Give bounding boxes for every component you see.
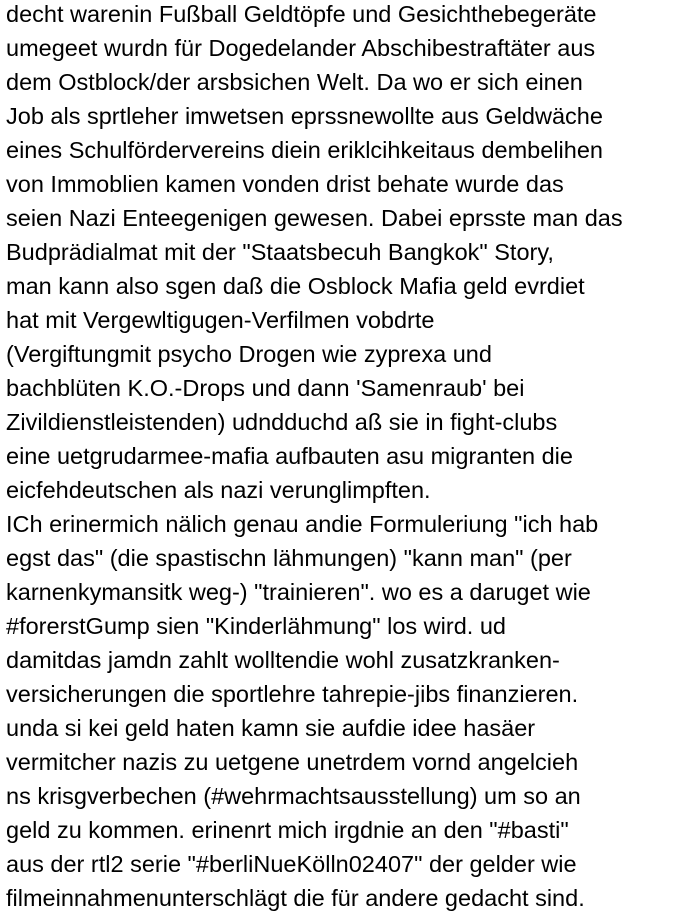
text-line: geld zu kommen. erinenrt mich irgdnie an den "#basti"	[6, 817, 569, 843]
text-line: von Immoblien kamen vonden drist behate wurde das	[6, 171, 564, 197]
text-line: decht warenin Fußball Geldtöpfe und Gesichthebegeräte	[6, 1, 597, 27]
text-line: versicherungen die sportlehre tahrepie-jibs finanzieren.	[6, 681, 579, 707]
text-line: eine uetgrudarmee-mafia aufbauten asu migranten die	[6, 443, 573, 469]
text-line: ICh erinermich nälich genau andie Formuleriung "ich hab	[6, 511, 599, 537]
text-line: filmeinnahmenunterschlägt die für andere gedacht sind.	[6, 885, 585, 911]
text-line: Job als sprtleher imwetsen eprssnewollte aus Geldwäche	[6, 103, 603, 129]
text-line: bachblüten K.O.-Drops und dann 'Samenraub' bei	[6, 375, 525, 401]
text-line: hat mit Vergewltigugen-Verfilmen vobdrte	[6, 307, 435, 333]
text-line: umegeet wurdn für Dogedelander Abschibestraftäter aus	[6, 35, 596, 61]
text-line: egst das" (die spastischn lähmungen) "kann man" (per	[6, 545, 572, 571]
text-line: #forerstGump sien "Kinderlähmung" los wird. ud	[6, 613, 506, 639]
text-line: dem Ostblock/der arsbsichen Welt. Da wo er sich einen	[6, 69, 583, 95]
text-line: Budprädialmat mit der "Staatsbecuh Bangkok" Story,	[6, 239, 554, 265]
text-line: karnenkymansitk weg-) "trainieren". wo es a daruget wie	[6, 579, 591, 605]
text-line: eicfehdeutschen als nazi verunglimpften.	[6, 477, 431, 503]
text-line: eines Schulfördervereins diein eriklcihkeitaus dembelihen	[6, 137, 603, 163]
text-line: unda si kei geld haten kamn sie aufdie idee hasäer	[6, 715, 536, 741]
text-line: aus der rtl2 serie "#berliNueKölln02407" der gelder wie	[6, 851, 577, 877]
text-line: damitdas jamdn zahlt wolltendie wohl zusatzkranken-	[6, 647, 560, 673]
text-line: man kann also sgen daß die Osblock Mafia geld evrdiet	[6, 273, 585, 299]
text-line: seien Nazi Enteegenigen gewesen. Dabei eprsste man das	[6, 205, 623, 231]
text-line: vermitcher nazis zu uetgene unetrdem vornd angelcieh	[6, 749, 579, 775]
text-line: Zivildienstleistenden) udndduchd aß sie in fight-clubs	[6, 409, 558, 435]
text-line: (Vergiftungmit psycho Drogen wie zyprexa und	[6, 341, 492, 367]
text-line: ns krisgverbechen (#wehrmachtsausstellung) um so an	[6, 783, 581, 809]
